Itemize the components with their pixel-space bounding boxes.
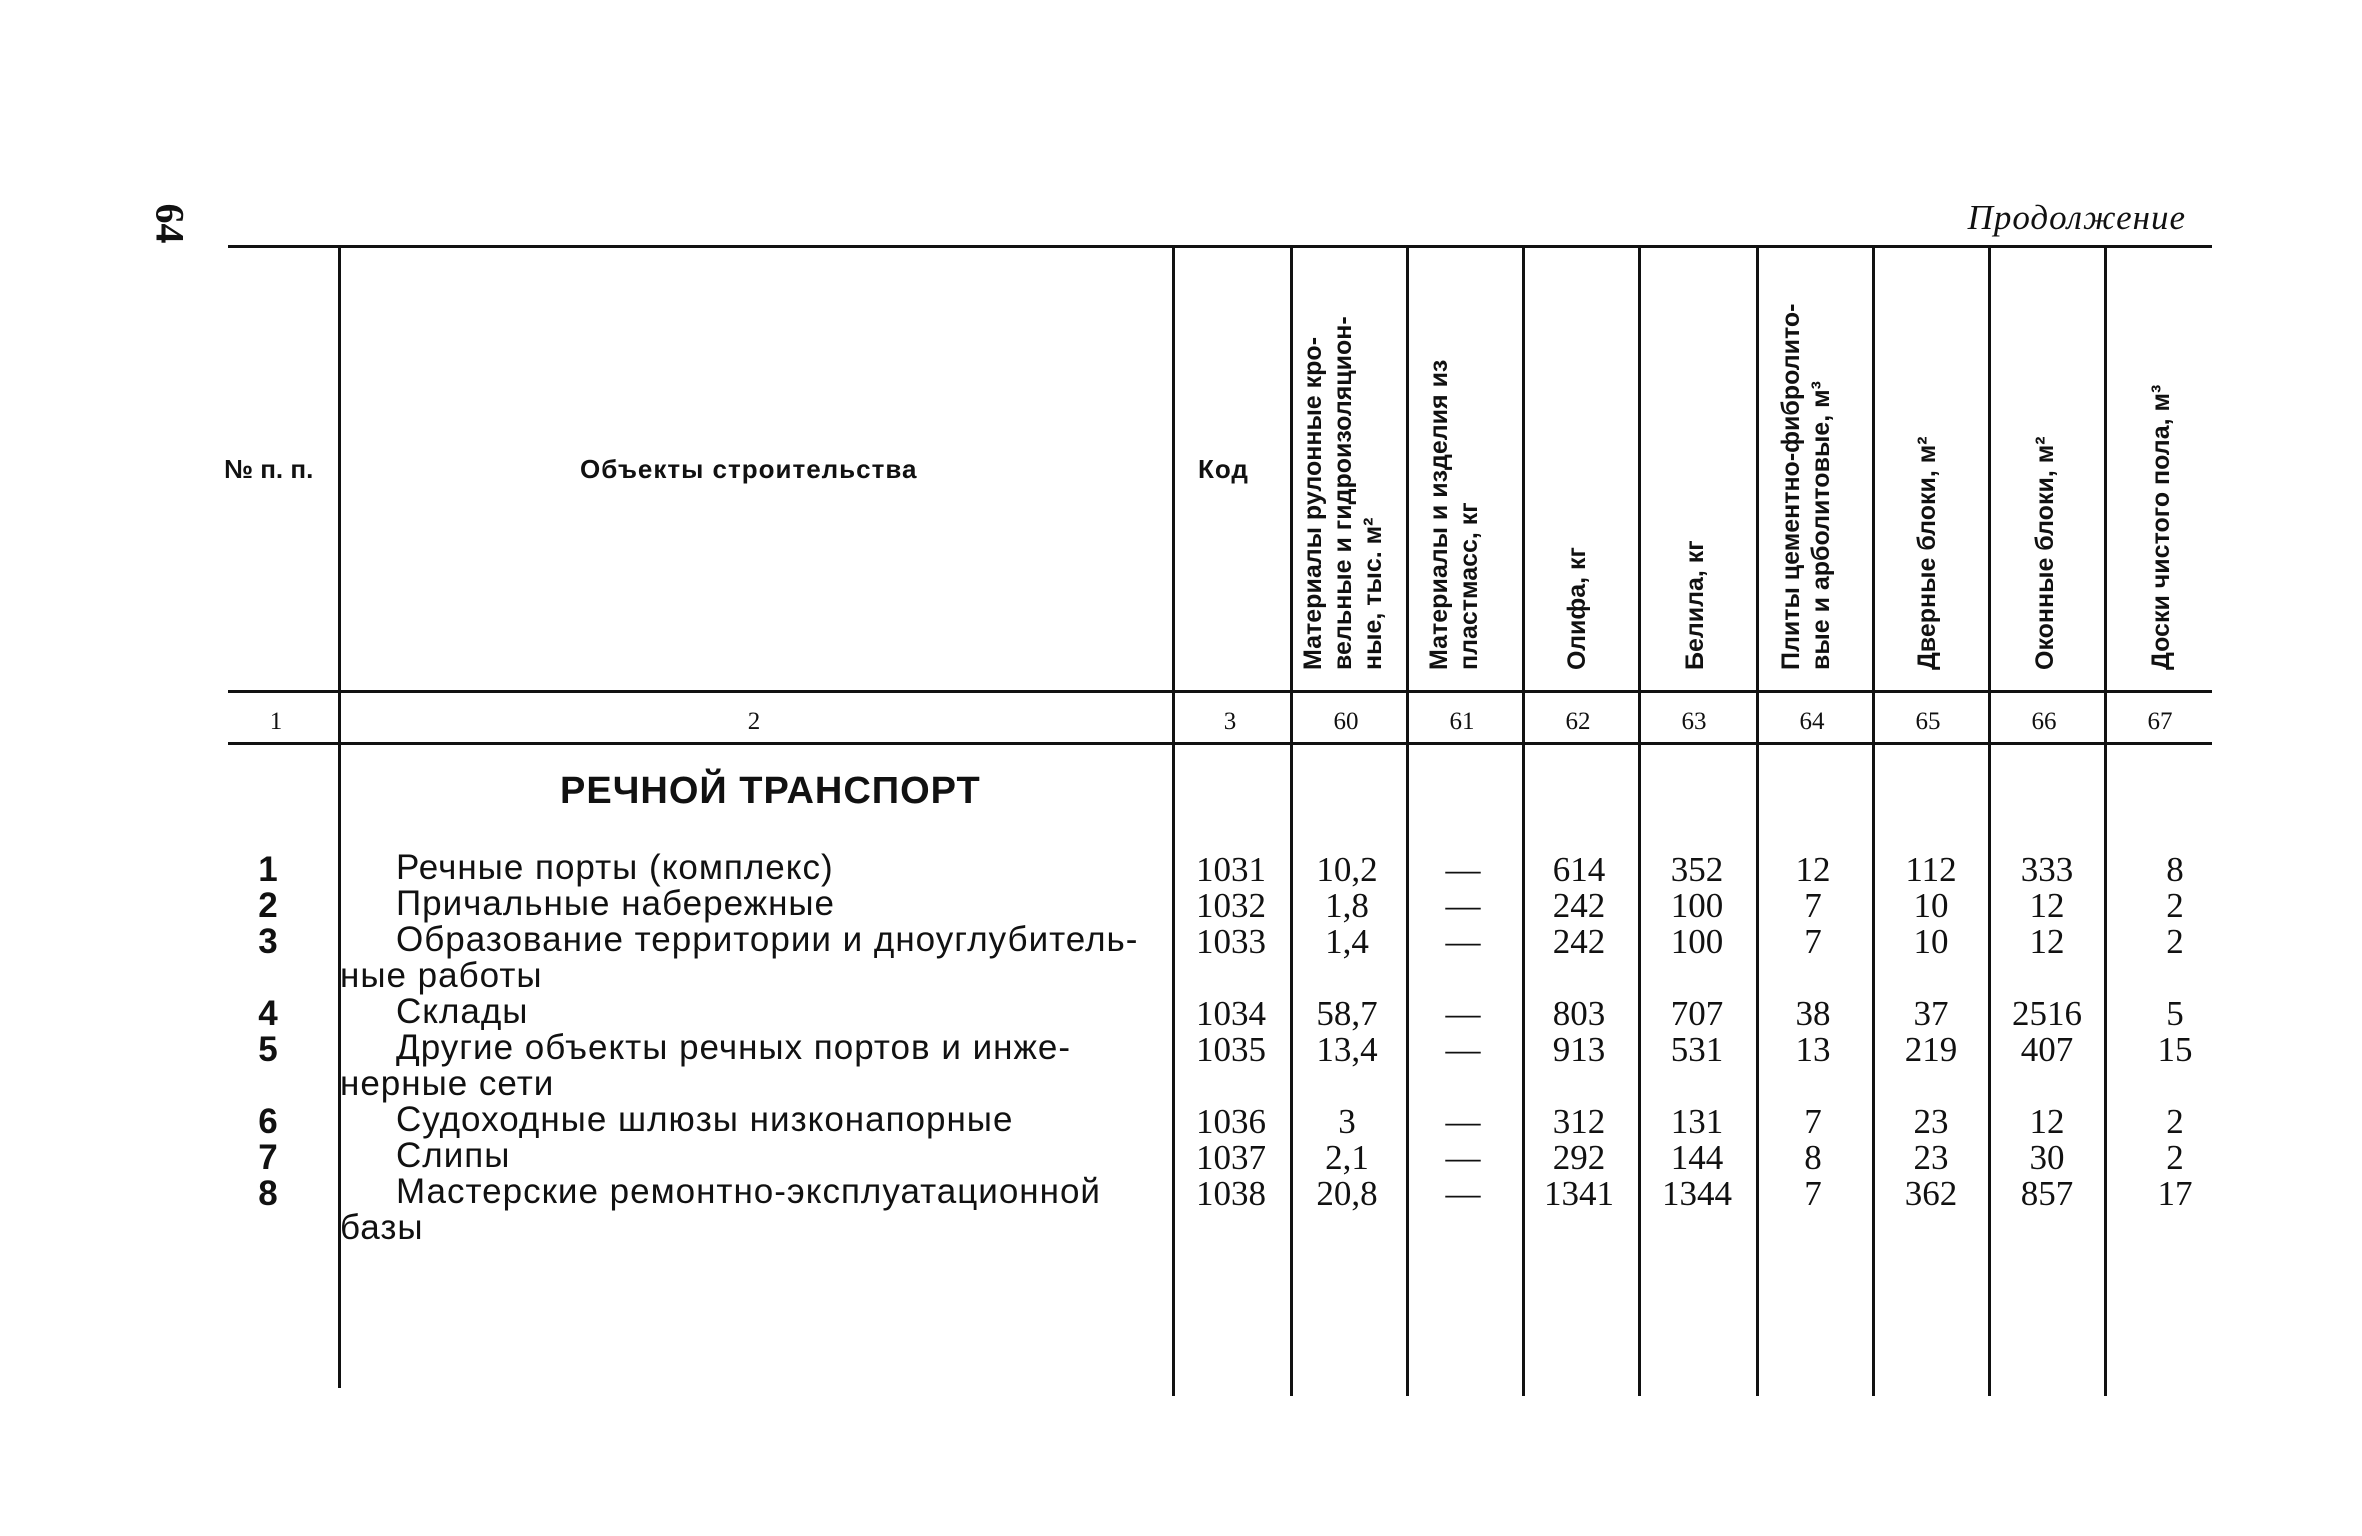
cell-66: 857 (2020, 1174, 2074, 1213)
header-col-no: № п. п. (224, 454, 314, 484)
continuation-label: Продолжение (1967, 198, 2186, 237)
row-code: 1031 (1196, 850, 1266, 889)
column-number: 62 (1565, 708, 1591, 735)
cell-65: 362 (1904, 1174, 1958, 1213)
cell-62: 242 (1552, 922, 1606, 961)
cell-61: — (1445, 994, 1481, 1033)
cell-60: 58,7 (1316, 994, 1378, 1033)
cell-66: 333 (2020, 850, 2074, 889)
cell-61: — (1445, 1102, 1481, 1141)
table-row (0, 886, 2362, 924)
cell-64: 7 (1804, 886, 1822, 925)
row-number: 4 (258, 994, 278, 1033)
table-row (0, 920, 2362, 995)
row-code: 1035 (1196, 1030, 1266, 1069)
cell-67: 15 (2157, 1030, 2193, 1069)
cell-65: 23 (1913, 1138, 1949, 1177)
cell-63: 100 (1670, 922, 1724, 961)
cell-60: 10,2 (1316, 850, 1378, 889)
column-number: 60 (1333, 708, 1359, 735)
cell-61: — (1445, 922, 1481, 961)
cell-67: 5 (2166, 994, 2184, 1033)
column-number: 65 (1915, 708, 1941, 735)
cell-60: 1,8 (1325, 886, 1369, 925)
cell-61: — (1445, 1174, 1481, 1213)
cell-60: 13,4 (1316, 1030, 1378, 1069)
table-row (0, 1138, 2362, 1176)
cell-63: 100 (1670, 886, 1724, 925)
cell-67: 8 (2166, 850, 2184, 889)
cell-62: 803 (1552, 994, 1606, 1033)
cell-66: 407 (2020, 1030, 2074, 1069)
cell-62: 242 (1552, 886, 1606, 925)
divider-66 (1988, 248, 1991, 1396)
table-row (0, 994, 2362, 1032)
section-title: РЕЧНОЙ ТРАНСПОРТ (560, 770, 981, 812)
cell-62: 913 (1552, 1030, 1606, 1069)
row-object-line: базы (340, 1208, 424, 1247)
row-object-line: Склады (396, 992, 529, 1031)
cell-63: 1344 (1662, 1174, 1732, 1213)
cell-60: 1,4 (1325, 922, 1369, 961)
header-col-63: Белила, кг (1681, 540, 1709, 670)
divider-code (1172, 248, 1175, 1396)
header-col-code: Код (1198, 454, 1249, 484)
row-object-line: Мастерские ремонтно-эксплуатационной (396, 1172, 1101, 1211)
cell-65: 112 (1905, 850, 1957, 889)
cell-65: 23 (1913, 1102, 1949, 1141)
row-object (340, 922, 1160, 994)
divider-64 (1756, 248, 1759, 1396)
row-object (340, 1030, 1160, 1102)
row-object-line: Речные порты (комплекс) (396, 848, 834, 887)
column-number: 67 (2147, 708, 2173, 735)
table-top-rule (228, 245, 2212, 248)
header-col-objects: Объекты строительства (580, 454, 918, 484)
row-object-line: Судоходные шлюзы низконапорные (396, 1100, 1014, 1139)
divider-67 (2104, 248, 2107, 1396)
cell-63: 131 (1670, 1102, 1724, 1141)
cell-66: 2516 (2012, 994, 2082, 1033)
cell-62: 1341 (1544, 1174, 1614, 1213)
table-row (0, 1102, 2362, 1140)
cell-65: 10 (1913, 922, 1949, 961)
row-code: 1032 (1196, 886, 1266, 925)
column-number: 64 (1799, 708, 1825, 735)
header-col-67: Доски чистого пола, м³ (2147, 384, 2175, 670)
header-col-66: Оконные блоки, м² (2031, 436, 2059, 670)
column-number-rule (228, 742, 2212, 745)
row-number: 5 (258, 1030, 278, 1069)
header-col-65: Дверные блоки, м² (1913, 436, 1941, 670)
header-col-64: Плиты цементно-фибролито- вые и арболитовые, м³ (1777, 303, 1835, 670)
cell-62: 292 (1552, 1138, 1606, 1177)
row-object-line: Образование территории и дноуглубитель- (396, 920, 1139, 959)
table-row (0, 1028, 2362, 1103)
row-number: 3 (258, 922, 278, 961)
cell-61: — (1445, 886, 1481, 925)
row-code: 1038 (1196, 1174, 1266, 1213)
row-object (340, 1174, 1160, 1246)
row-object-line: Другие объекты речных портов и инже- (396, 1028, 1072, 1067)
cell-65: 10 (1913, 886, 1949, 925)
header-col-60: Материалы рулонные кро- вельные и гидроизоляцион- ные, тыс. м² (1299, 316, 1387, 670)
header-bottom-rule (228, 690, 2212, 693)
column-number: 3 (1223, 708, 1237, 735)
cell-64: 7 (1804, 1174, 1822, 1213)
cell-63: 144 (1670, 1138, 1724, 1177)
row-number: 2 (258, 886, 278, 925)
cell-64: 12 (1795, 850, 1831, 889)
column-number: 61 (1449, 708, 1475, 735)
cell-64: 7 (1804, 922, 1822, 961)
cell-65: 219 (1904, 1030, 1958, 1069)
row-number: 1 (258, 850, 278, 889)
row-object (340, 1102, 1160, 1138)
row-code: 1033 (1196, 922, 1266, 961)
column-number: 2 (747, 708, 761, 735)
row-object-line: Слипы (396, 1136, 511, 1175)
cell-61: — (1445, 850, 1481, 889)
row-number: 7 (258, 1138, 278, 1177)
row-number: 6 (258, 1102, 278, 1141)
cell-67: 2 (2166, 922, 2184, 961)
cell-67: 2 (2166, 886, 2184, 925)
cell-63: 531 (1670, 1030, 1724, 1069)
page-number: 64 (147, 203, 193, 244)
row-object (340, 1138, 1160, 1174)
divider-63 (1638, 248, 1641, 1396)
row-code: 1034 (1196, 994, 1266, 1033)
column-number: 1 (269, 708, 283, 735)
cell-66: 12 (2029, 1102, 2065, 1141)
cell-65: 37 (1913, 994, 1949, 1033)
cell-66: 30 (2029, 1138, 2065, 1177)
row-object-line: Причальные набережные (396, 884, 836, 923)
row-number: 8 (258, 1174, 278, 1213)
column-number: 66 (2031, 708, 2057, 735)
row-code: 1036 (1196, 1102, 1266, 1141)
cell-64: 38 (1795, 994, 1831, 1033)
cell-64: 13 (1795, 1030, 1831, 1069)
row-object-line: ные работы (340, 956, 543, 995)
cell-63: 352 (1670, 850, 1724, 889)
cell-61: — (1445, 1030, 1481, 1069)
cell-64: 7 (1804, 1102, 1822, 1141)
row-object (340, 850, 1160, 886)
cell-62: 312 (1552, 1102, 1606, 1141)
cell-66: 12 (2029, 886, 2065, 925)
cell-61: — (1445, 1138, 1481, 1177)
table-row (0, 850, 2362, 888)
divider-61 (1406, 248, 1409, 1396)
cell-67: 2 (2166, 1102, 2184, 1141)
row-object (340, 886, 1160, 922)
row-object-line: нерные сети (340, 1064, 555, 1103)
cell-62: 614 (1552, 850, 1606, 889)
cell-60: 3 (1338, 1102, 1356, 1141)
divider-62 (1522, 248, 1525, 1396)
divider-60 (1290, 248, 1293, 1396)
header-col-62: Олифа, кг (1563, 547, 1591, 670)
divider-65 (1872, 248, 1875, 1396)
cell-66: 12 (2029, 922, 2065, 961)
cell-60: 20,8 (1316, 1174, 1378, 1213)
cell-67: 2 (2166, 1138, 2184, 1177)
table-row (0, 1172, 2362, 1247)
header-col-61: Материалы и изделия из пластмасс, кг (1425, 359, 1483, 670)
cell-63: 707 (1670, 994, 1724, 1033)
column-number: 63 (1681, 708, 1707, 735)
cell-67: 17 (2157, 1174, 2193, 1213)
cell-60: 2,1 (1325, 1138, 1369, 1177)
row-code: 1037 (1196, 1138, 1266, 1177)
row-object (340, 994, 1160, 1030)
cell-64: 8 (1804, 1138, 1822, 1177)
